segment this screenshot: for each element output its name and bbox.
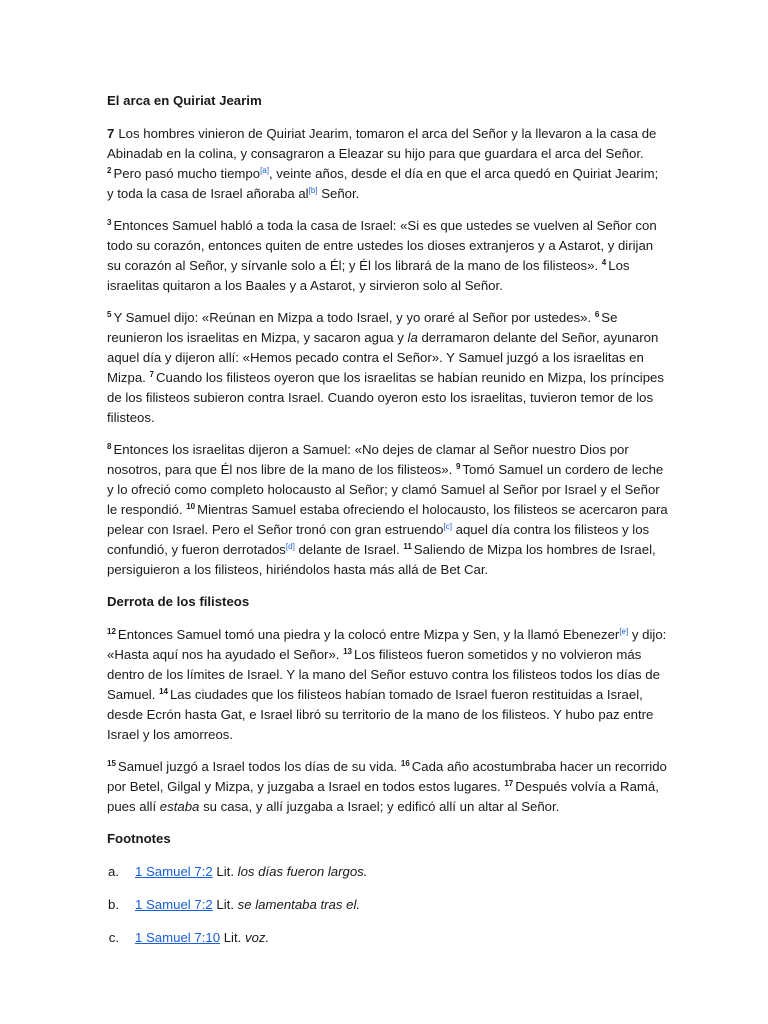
verse-text: Los hombres vinieron de Quiriat Jearim, tomaron el arca del Señor y la llevaron a la casa de Abinadab en la colina, y consagraron a Eleazar su hijo para que guardara el arca del Señor. <box>107 126 657 161</box>
verse-number: 14 <box>159 687 168 696</box>
verse-number: 6 <box>594 310 600 319</box>
verse-number: 7 <box>149 370 154 379</box>
verse-text: y dijo: «Hasta aquí nos ha ayudado el Señor». <box>107 627 667 662</box>
verse-text: Saliendo de Mizpa los hombres de Israel, persiguieron a los filisteos, hiriéndolos hasta más allá de Bet Car. <box>107 542 656 577</box>
verse-text: Cuando los filisteos oyeron que los israelitas se habían reunido en Mizpa, los príncipes de los filisteos subieron contra Israel. Cuando oyeron esto los israelitas, tuvieron temor de los filisteos. <box>107 370 664 425</box>
section-heading: El arca en Quiriat Jearim <box>107 93 262 108</box>
verse-number: 17 <box>504 779 514 788</box>
footnote-text: los días fueron largos. <box>237 864 368 879</box>
verse-number: 4 <box>601 258 607 267</box>
paragraph <box>107 216 668 296</box>
italic-text: estaba <box>159 799 200 814</box>
footnote-ref[interactable] <box>260 166 269 175</box>
verse-text: delante de Israel. <box>294 542 400 557</box>
verse-number: 3 <box>107 218 112 227</box>
footnote-reference-link[interactable]: 1 Samuel 7:10 <box>135 930 221 945</box>
verse-number: 8 <box>107 442 112 451</box>
footnote-reference-link[interactable]: 1 Samuel 7:2 <box>135 897 213 912</box>
footnote-item <box>107 862 668 882</box>
verse-number: 12 <box>107 627 116 636</box>
verse-text: su casa, y allí juzgaba a Israel; y edificó allí un altar al Señor. <box>199 799 560 814</box>
verse-text: , veinte años, desde el día en que el arca quedó en Quiriat Jearim; y toda la casa de Israel añoraba al <box>107 166 659 201</box>
verse-text: Y Samuel dijo: «Reúnan en Mizpa a todo Israel, y yo oraré al Señor por ustedes». <box>113 310 592 325</box>
verse-number: 2 <box>107 166 112 175</box>
footnote-item <box>107 895 668 915</box>
footnote-ref[interactable] <box>309 186 318 195</box>
verse-number: 13 <box>343 647 352 656</box>
paragraph <box>107 757 668 817</box>
verse-number: 11 <box>403 542 412 551</box>
footnote-marker: a. <box>108 864 119 879</box>
footnote-ref[interactable] <box>286 542 295 551</box>
verse-text: Las ciudades que los filisteos habían tomado de Israel fueron restituidas a Israel, desde Ecrón hasta Gat, e Israel libró su territorio de la mano de los filisteos. Y hubo paz entre Israel y los amorreos. <box>107 687 654 742</box>
verse-text: Señor. <box>317 186 360 201</box>
verse-number: 10 <box>186 502 196 511</box>
footnote-reference-link[interactable]: 1 Samuel 7:2 <box>135 864 213 879</box>
footnotes-list <box>107 862 668 948</box>
verse-number: 9 <box>455 462 461 471</box>
verse-text: Los israelitas quitaron a los Baales y a Astarot, y sirvieron solo al Señor. <box>107 258 630 293</box>
footnote-link[interactable]: [ $^d$ ] <box>286 542 295 551</box>
footnote-ref[interactable] <box>619 627 628 636</box>
verse-text: Samuel juzgó a Israel todos los días de su vida. <box>117 759 398 774</box>
footnote-lit: Lit. <box>216 897 234 912</box>
verse-number: 15 <box>107 759 116 768</box>
paragraph <box>107 124 668 204</box>
paragraph <box>107 625 668 745</box>
verse-text: derramaron delante del Señor, ayunaron aquel día y dijeron allí: «Hemos pecado contra el Señor». Y Samuel juzgó a los israelitas en Mizpa. <box>107 330 659 385</box>
verse-text: Se reunieron los israelitas en Mizpa, y sacaron agua y <box>107 310 618 345</box>
verse-text: aquel día contra los filisteos y los confundió, y fueron derrotados <box>107 522 650 557</box>
paragraph <box>107 440 668 580</box>
verse-text: Después volvía a Ramá, pues allí <box>107 779 659 814</box>
footnote-ref[interactable] <box>444 522 452 531</box>
chapter-number: 7 <box>107 126 115 141</box>
footnote-lit: Lit. <box>223 930 242 945</box>
footnote-link[interactable]: [ $^a$ ] <box>260 166 269 175</box>
verse-text: Pero pasó mucho tiempo <box>113 166 261 181</box>
footnotes-heading: Footnotes <box>107 831 171 846</box>
verse-text: Tomó Samuel un cordero de leche y lo ofreció como completo holocausto al Señor; y clamó Samuel al Señor por Israel y el Señor le respondió. <box>107 462 664 517</box>
footnote-lit: Lit. <box>216 864 234 879</box>
verse-number: 5 <box>107 310 112 319</box>
footnote-item <box>107 928 668 948</box>
footnote-marker: b. <box>108 897 119 912</box>
footnote-marker: c. <box>108 930 119 945</box>
verse-text: Mientras Samuel estaba ofreciendo el holocausto, los filisteos se acercaron para pelear con Israel. Pero el Señor tronó con gran estruendo <box>107 502 668 537</box>
paragraph <box>107 308 668 428</box>
footnote-text: se lamentaba tras el. <box>237 897 361 912</box>
verse-text: Los filisteos fueron sometidos y no volvieron más dentro de los límites de Israel. Y la mano del Señor estuvo contra los filisteos todos los días de Samuel. <box>107 647 660 702</box>
footnote-link[interactable]: [ $^b$ ] <box>309 186 318 195</box>
footnote-link[interactable]: [ $^c$ ] <box>444 522 452 531</box>
verse-text: Entonces Samuel tomó una piedra y la colocó entre Mizpa y Sen, y la llamó Ebenezer <box>117 627 620 642</box>
verse-text: Entonces los israelitas dijeron a Samuel: «No dejes de clamar al Señor nuestro Dios por nosotros, para que Él nos libre de la mano de los filisteos». <box>107 442 629 477</box>
verse-text: Cada año acostumbraba hacer un recorrido por Betel, Gilgal y Mizpa, y juzgaba a Israel en todos estos lugares. <box>107 759 667 794</box>
verse-text: Entonces Samuel habló a toda la casa de Israel: «Si es que ustedes se vuelven al Señor con todo su corazón, entonces quiten de entre ustedes los dioses extranjeros y a Astarot, y dirijan su corazón al Señor, y sírvanle solo a Él; y Él los librará de la mano de los filisteos». <box>107 218 657 273</box>
verse-number: 16 <box>400 759 410 768</box>
footnote-link[interactable]: [ $^e$ ] <box>619 627 628 636</box>
italic-text: la <box>407 330 418 345</box>
section-heading: Derrota de los filisteos <box>107 594 250 609</box>
footnote-text: voz. <box>244 930 270 945</box>
